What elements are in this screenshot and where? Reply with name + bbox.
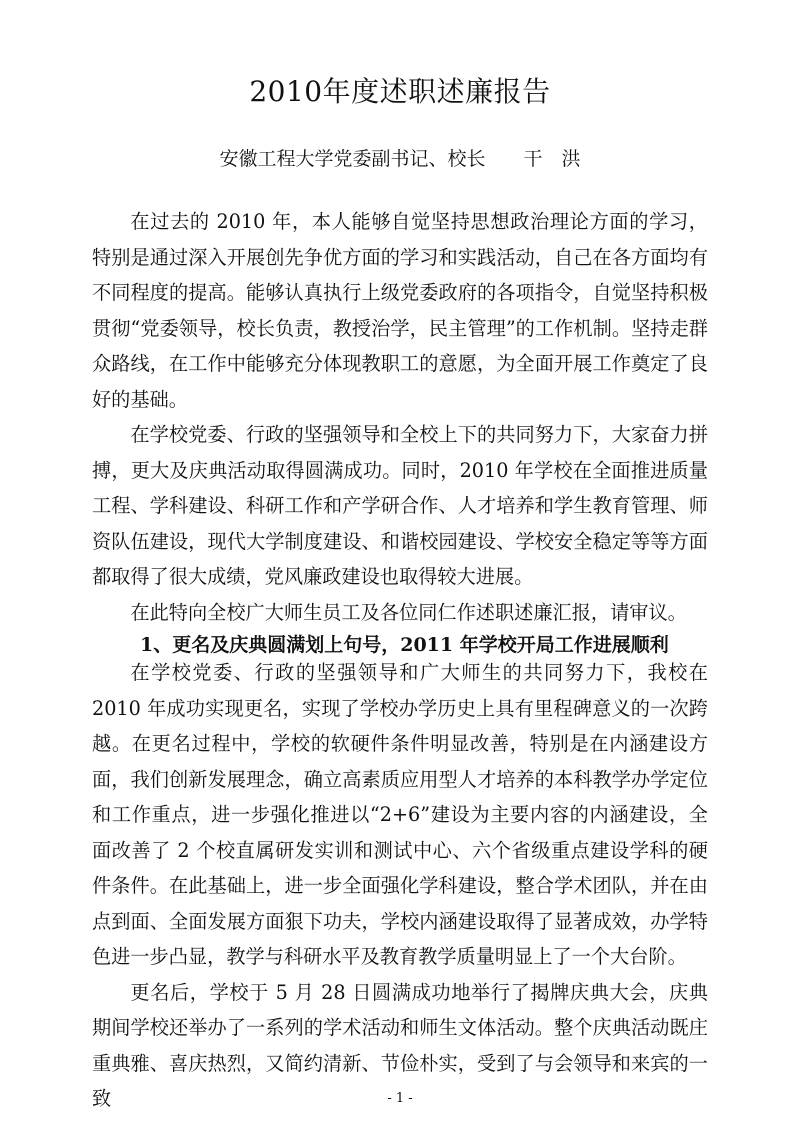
section-1-body [92, 655, 708, 1117]
section-1-heading: 1、更名及庆典圆满划上句号，2011 年学校开局工作进展顺利 [140, 634, 669, 656]
page-number: - 1 - [387, 1091, 413, 1106]
document-title: 2010年度述职述廉报告 [249, 75, 551, 108]
intro-section [92, 204, 708, 630]
section-1-paragraph-1: 在学校党委、行政的坚强领导和广大师生的共同努力下，我校在 2010 年成功实现更名，实现了学校办学历史上具有里程碑意义的一次跨越。在更名过程中，学校的软硬件条件明显改善，特别是在内涵建设方面，我们创新发展理念，确立高素质应用型人才培养的本科教学办学定位和工作重点，进一步强化推进以“2+6”建设为主要内容的内涵建设，全面改善了 2 个校直属研发实训和测试中心、六个省级重点建设学科的硬件条件。在此基础上，进一步全面强化学科建设，整合学术团队，并在由点到面、全面发展方面狠下功夫，学校内涵建设取得了显著成效，办学特色进一步凸显，教学与科研水平及教育教学质量明显上了一个大台阶。 [92, 661, 708, 968]
intro-paragraph-1: 在过去的 2010 年，本人能够自觉坚持思想政治理论方面的学习，特别是通过深入开展创先争优方面的学习和实践活动，自己在各方面均有不同程度的提高。能够认真执行上级党委政府的各项指令，自觉坚持积极贯彻“党委领导，校长负责，教授治学，民主管理”的工作机制。坚持走群众路线，在工作中能够充分体现教职工的意愿，为全面开展工作奠定了良好的基础。 [92, 210, 708, 411]
author-line: 安徽工程大学党委副书记、校长 干 洪 [219, 148, 581, 170]
intro-paragraph-2: 在学校党委、行政的坚强领导和全校上下的共同努力下，大家奋力拼搏，更大及庆典活动取得圆满成功。同时，2010 年学校在全面推进质量工程、学科建设、科研工作和产学研合作、人才培养和学生教育管理、师资队伍建设，现代大学制度建设、和谐校园建设、学校安全稳定等等方面都取得了很大成绩，党风廉政建设也取得较大进展。 [92, 423, 708, 588]
intro-paragraph-3: 在此特向全校广大师生员工及各位同仁作述职述廉汇报，请审议。 [130, 600, 687, 624]
section-1-paragraph-2: 更名后，学校于 5 月 28 日圆满成功地举行了揭牌庆典大会，庆典期间学校还举办了一系列的学术活动和师生文体活动。整个庆典活动既庄重典雅、喜庆热烈，又简约清新、节俭朴实，受到了与会领导和来宾的一致 [92, 980, 708, 1110]
